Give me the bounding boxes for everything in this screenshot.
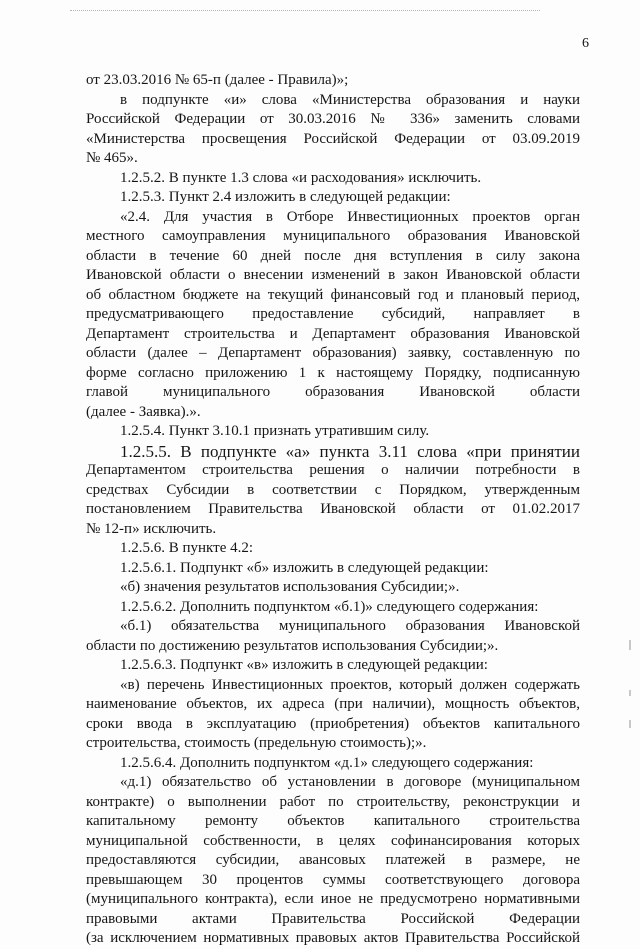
text-line: «б) значения результатов использования Субсидии;». <box>120 579 460 595</box>
text-line: № 12-п» исключить. <box>86 520 217 537</box>
text-line: (муниципального контракта), если иное не предусмотрено нормативными <box>86 891 580 907</box>
text-line: 1.2.5.5. В подпункте «а» пункта 3.11 слова «при принятии <box>120 441 580 461</box>
text-line: 1.2.5.6.3. Подпункт «в» изложить в следующей редакции: <box>120 657 488 673</box>
text-line: от 23.03.2016 № 65-п (далее - Правила)»; <box>86 72 349 88</box>
text-line: «Министерства просвещения Российской Федерации от 03.09.2019 <box>86 130 580 147</box>
text-line: № 465». <box>86 150 138 166</box>
text-line: капитальному ремонту объектов капитального строительства <box>86 813 580 829</box>
scan-edge-mark <box>629 720 631 728</box>
text-line: «2.4. Для участия в Отборе Инвестиционных проектов орган <box>120 208 580 225</box>
text-line: «д.1) обязательство об установлении в договоре (муниципальном <box>120 774 580 790</box>
text-line: об областном бюджете на текущий финансовый год и плановый период, <box>86 286 580 303</box>
text-line: сроки ввода в эксплуатацию (приобретения) объектов капитального <box>86 715 580 732</box>
text-line: предусматривающего предоставление субсидий, направляет в <box>86 306 580 322</box>
text-line: главой муниципального образования Ивановской области <box>86 384 580 400</box>
text-line: области по достижению результатов использования Субсидии;». <box>86 637 499 654</box>
text-line: правовыми актами Правительства Российской Федерации <box>86 910 580 927</box>
text-line: строительства, стоимость (предельную стоимость);». <box>86 735 427 751</box>
text-line: 1.2.5.3. Пункт 2.4 изложить в следующей редакции: <box>120 189 451 205</box>
text-line: местного самоуправления муниципального образования Ивановской <box>86 228 580 244</box>
document-body <box>86 71 580 949</box>
text-line: области (далее – Департамент образования) заявку, составленную по <box>86 345 580 361</box>
text-line: (далее - Заявка).». <box>86 403 201 420</box>
text-line: «в) перечень Инвестиционных проектов, который должен содержать <box>120 676 580 693</box>
text-line: (за исключением нормативных правовых актов Правительства Российской <box>86 930 580 946</box>
text-line: области в течение 60 дней после дня вступления в силу закона <box>86 247 580 264</box>
text-line: «б.1) обязательства муниципального образования Ивановской <box>120 618 580 634</box>
page-number: 6 <box>582 36 589 51</box>
text-line: 1.2.5.6.4. Дополнить подпунктом «д.1» следующего содержания: <box>120 754 534 771</box>
text-line: 1.2.5.6.2. Дополнить подпунктом «б.1)» следующего содержания: <box>120 598 539 615</box>
text-line: Департаментом строительства решения о наличии потребности в <box>86 462 580 478</box>
text-line: постановлением Правительства Ивановской области от 01.02.2017 <box>86 501 580 517</box>
text-line: превышающем 30 процентов суммы соответствующего договора <box>86 871 580 888</box>
text-line: Департамент строительства и Департамент образования Ивановской <box>86 325 580 342</box>
text-line: муниципальной собственности, в целях софинансирования которых <box>86 832 580 849</box>
text-line: средствах Субсидии в соответствии с Порядком, утвержденным <box>86 481 580 498</box>
text-line: Российской Федерации от 30.03.2016 № 336» заменить словами <box>86 111 580 127</box>
text-line: форме согласно приложению 1 к настоящему Порядку, подписанную <box>86 364 580 381</box>
text-line: 1.2.5.4. Пункт 3.10.1 признать утратившим силу. <box>120 423 430 439</box>
text-line: в подпункте «и» слова «Министерства образования и науки <box>120 91 580 108</box>
text-line: наименование объектов, их адреса (при наличии), мощность объектов, <box>86 696 580 712</box>
text-line: 1.2.5.2. В пункте 1.3 слова «и расходования» исключить. <box>120 169 482 186</box>
scan-edge-mark <box>629 690 631 696</box>
text-line: контракте) о выполнении работ по строительству, реконструкции и <box>86 793 580 810</box>
text-line: Ивановской области о внесении изменений в закон Ивановской области <box>86 267 580 283</box>
text-line: 1.2.5.6. В пункте 4.2: <box>120 540 254 556</box>
text-line: предоставляются субсидии, авансовых платежей в размере, не <box>86 852 580 868</box>
scan-artifact-line <box>70 10 540 11</box>
text-line: 1.2.5.6.1. Подпункт «б» изложить в следующей редакции: <box>120 559 489 576</box>
scan-edge-mark <box>629 640 631 650</box>
